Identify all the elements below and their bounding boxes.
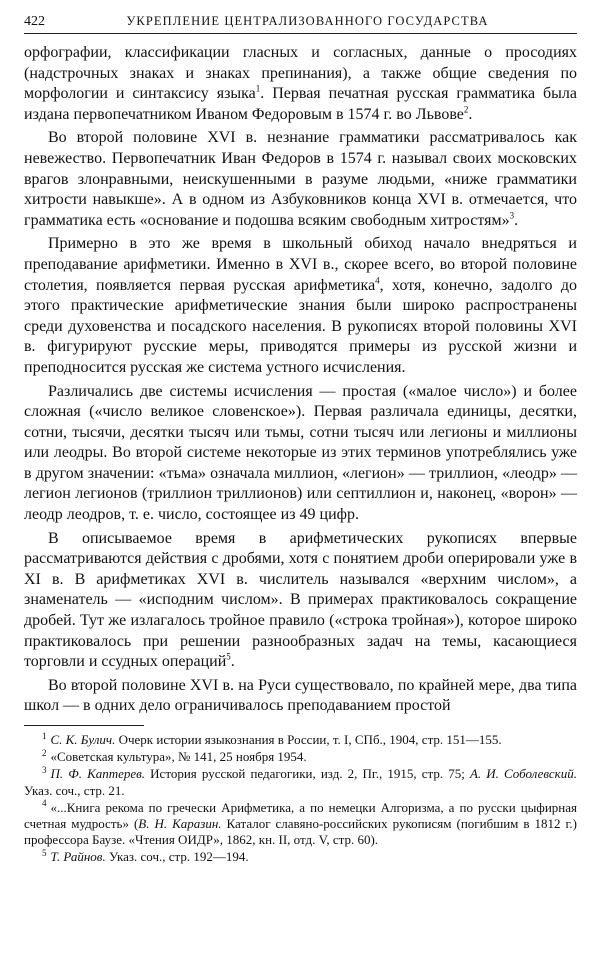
- page-header: [24, 14, 577, 34]
- paragraph: Во второй половине XVI в. на Руси существовало, по крайней мере, два типа школ — в одних дело ограничивалось преподаванием простой: [24, 676, 577, 715]
- footnote: $^1$ С. К. Булич. Очерк истории языкознания в России, т. I, СПб., 1904, стр. 151—155.: [42, 730, 502, 747]
- page-number: 422: [24, 14, 45, 29]
- footnote-ref[interactable]: 1: [255, 83, 261, 94]
- footnote-ref[interactable]: 4: [375, 275, 380, 286]
- footnote-divider: [24, 725, 144, 726]
- footnote-author: П. Ф. Каптерев.: [50, 766, 146, 782]
- paragraph: орфографии, классификации гласных и согласных, данные о просодиях (надстрочных знаках и знаках препинания), а также общие сведения по морфологии и синтаксису языка$^1$. Первая печатная русская грамматика была издана первопечатником Иваном Федоровым в 1574 г. во Львове$^2$.: [24, 44, 577, 123]
- footnote: $^2$ «Советская культура», № 141, 25 ноября 1954.: [42, 747, 307, 765]
- footnote-author: Т. Райнов.: [50, 849, 106, 865]
- footnote: $^4$ «...Книга рекома по гречески Арифметика, а по немецки Алгоризма, а по русски цыфирная счетная мудрость» (В. Н. Каразин. Каталог славяно-российских рукописям (погибшим в 1812 г.) профессора Баузе. «Чтения ОИДР», 1862, кн. II, отд. V, стр. 60).: [24, 798, 577, 848]
- paragraph: Во второй половине XVI в. незнание грамматики рассматривалось как невежество. Первопечатник Иван Федоров в 1574 г. называл своих московских врагов злонравными, неискушенными в разуме людьми, «ниже грамматики хитрости навыкше». А в одном из Азбуковников конца XVI в. отмечается, что грамматика есть «основание и подошва всяким свободным хитростям»$^3$.: [24, 129, 577, 229]
- paragraph: Различались две системы исчисления — простая («малое число») и более сложная («число великое словенское»). Первая различала единицы, десятки, сотни, тысячи, десятки тысяч или тьмы, сотни тысяч или легионы и миллионы или леодры. Во второй системе некоторые из этих терминов употреблялись уже в другом значении: «тьма» означала миллион, «легион» — триллион, «леодр» — легион легионов (триллион триллионов) или септиллион и, наконец, «ворон» — леодр леодров, т. е. число, состоящее из 49 цифр.: [24, 382, 577, 524]
- footnote-ref[interactable]: 3: [509, 210, 515, 221]
- body-text: [24, 43, 577, 717]
- footnotes: [24, 732, 577, 866]
- footnote-author: С. К. Булич.: [50, 732, 116, 747]
- footnote-author: А. И. Соболевский.: [469, 766, 578, 782]
- footnote-ref[interactable]: 2: [463, 104, 469, 115]
- footnote: $^5$ Т. Райнов. Указ. соч., стр. 192—194.: [42, 848, 249, 865]
- footnote-ref[interactable]: 5: [226, 651, 231, 662]
- running-title: УКРЕПЛЕНИЕ ЦЕНТРАЛИЗОВАННОГО ГОСУДАРСТВА: [126, 14, 489, 28]
- paragraph: Примерно в это же время в школьный обиход начало внедряться и преподавание арифметики. Именно в XVI в., скорее всего, во второй половине столетия, появляется первая русская арифметика$^4$, хотя, конечно, задолго до этого практические арифметические знания были широко распространены среди духовенства и посадского населения. В рукописях второй половины XVI в. фигурируют русские меры, приводятся примеры из русской жизни и преподносится русская же система устного исчисления.: [24, 235, 578, 376]
- footnote-author: В. Н. Каразин.: [138, 816, 222, 832]
- footnote: $^3$ П. Ф. Каптерев. История русской педагогики, изд. 2, Пг., 1915, стр. 75; А. И. Соболевский. Указ. соч., стр. 21.: [24, 765, 578, 798]
- paragraph: В описываемое время в арифметических рукописях впервые рассматриваются действия с дробями, хотя с понятием дроби оперировали уже в XI в. В арифметиках XVI в. числитель назывался «верхним числом», а знаменатель — «исподним числом». В примерах практиковалось сокращение дробей. Тут же излагалось тройное правило («строка тройная»), которое широко практиковалось при решении разнообразных задач на темы, касающиеся торговли и ссудных операций$^5$.: [24, 529, 577, 671]
